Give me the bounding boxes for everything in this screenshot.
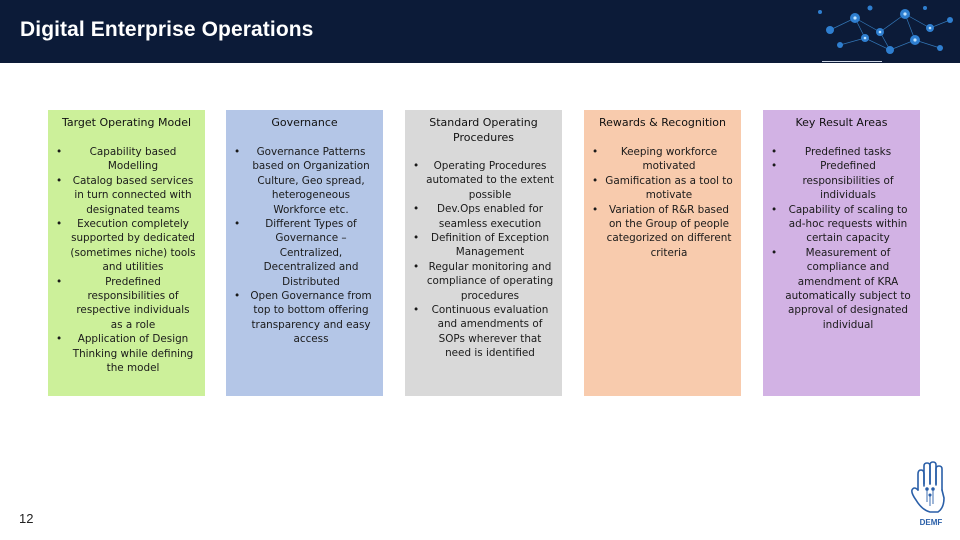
logo-text: DEMF — [919, 518, 943, 527]
list-item: • Definition of Exception Management — [413, 231, 554, 260]
column-title: Governance — [271, 116, 338, 129]
column-rewards-recognition — [584, 110, 741, 396]
list-item: • Variation of R&R based on the Group of people categorized on different criteria — [592, 203, 733, 261]
list-item: • Governance Patterns based on Organization Culture, Geo spread, heterogeneous Workforce etc. — [234, 145, 375, 217]
list-item: • Dev.Ops enabled for seamless execution — [413, 202, 554, 231]
column-title: Standard Operating Procedures — [429, 116, 538, 144]
list-item: • Different Types of Governance – Centralized, Decentralized and Distributed — [234, 217, 375, 289]
column-title: Rewards & Recognition — [598, 116, 727, 129]
header-underline — [822, 61, 882, 62]
list-item: • Execution completely supported by dedicated (sometimes niche) tools and utilities — [56, 217, 197, 275]
column-title: Target Operating Model — [61, 116, 192, 129]
digital-network-art — [800, 0, 960, 63]
list-item: • Gamification as a tool to motivate — [592, 174, 733, 203]
list-item: • Application of Design Thinking while defining the model — [56, 332, 197, 375]
bullet-list — [413, 159, 554, 361]
list-item: • Measurement of compliance and amendment of KRA automatically subject to approval of designated individual — [771, 246, 912, 332]
list-item: • Capability of scaling to ad-hoc requests within certain capacity — [771, 203, 912, 246]
list-item: • Regular monitoring and compliance of operating procedures — [413, 260, 554, 303]
list-item: • Predefined tasks — [771, 145, 912, 159]
bullet-list — [771, 145, 912, 332]
list-item: • Continuous evaluation and amendments of SOPs wherever that need is identified — [413, 303, 554, 361]
list-item: • Predefined responsibilities of respective individuals as a role — [56, 275, 197, 333]
list-item: • Catalog based services in turn connected with designated teams — [56, 174, 197, 217]
list-item: • Keeping workforce motivated — [592, 145, 733, 174]
bullet-list — [56, 145, 197, 376]
list-item: • Open Governance from top to bottom offering transparency and easy access — [234, 289, 375, 347]
bullet-list — [592, 145, 733, 260]
column-governance — [226, 110, 383, 396]
list-item: • Predefined responsibilities of individuals — [771, 159, 912, 202]
list-item: • Operating Procedures automated to the extent possible — [413, 159, 554, 202]
column-standard-operating-procedures — [405, 110, 562, 396]
column-target-operating-model — [48, 110, 205, 396]
hand-circuit-icon — [908, 460, 954, 518]
column-key-result-areas — [763, 110, 920, 396]
bullet-list — [234, 145, 375, 347]
page-number: 12 — [19, 511, 34, 526]
demf-logo — [908, 460, 954, 532]
page-title: Digital Enterprise Operations — [20, 18, 314, 41]
header-banner — [0, 0, 960, 63]
column-title: Key Result Areas — [795, 116, 888, 129]
list-item: • Capability based Modelling — [56, 145, 197, 174]
